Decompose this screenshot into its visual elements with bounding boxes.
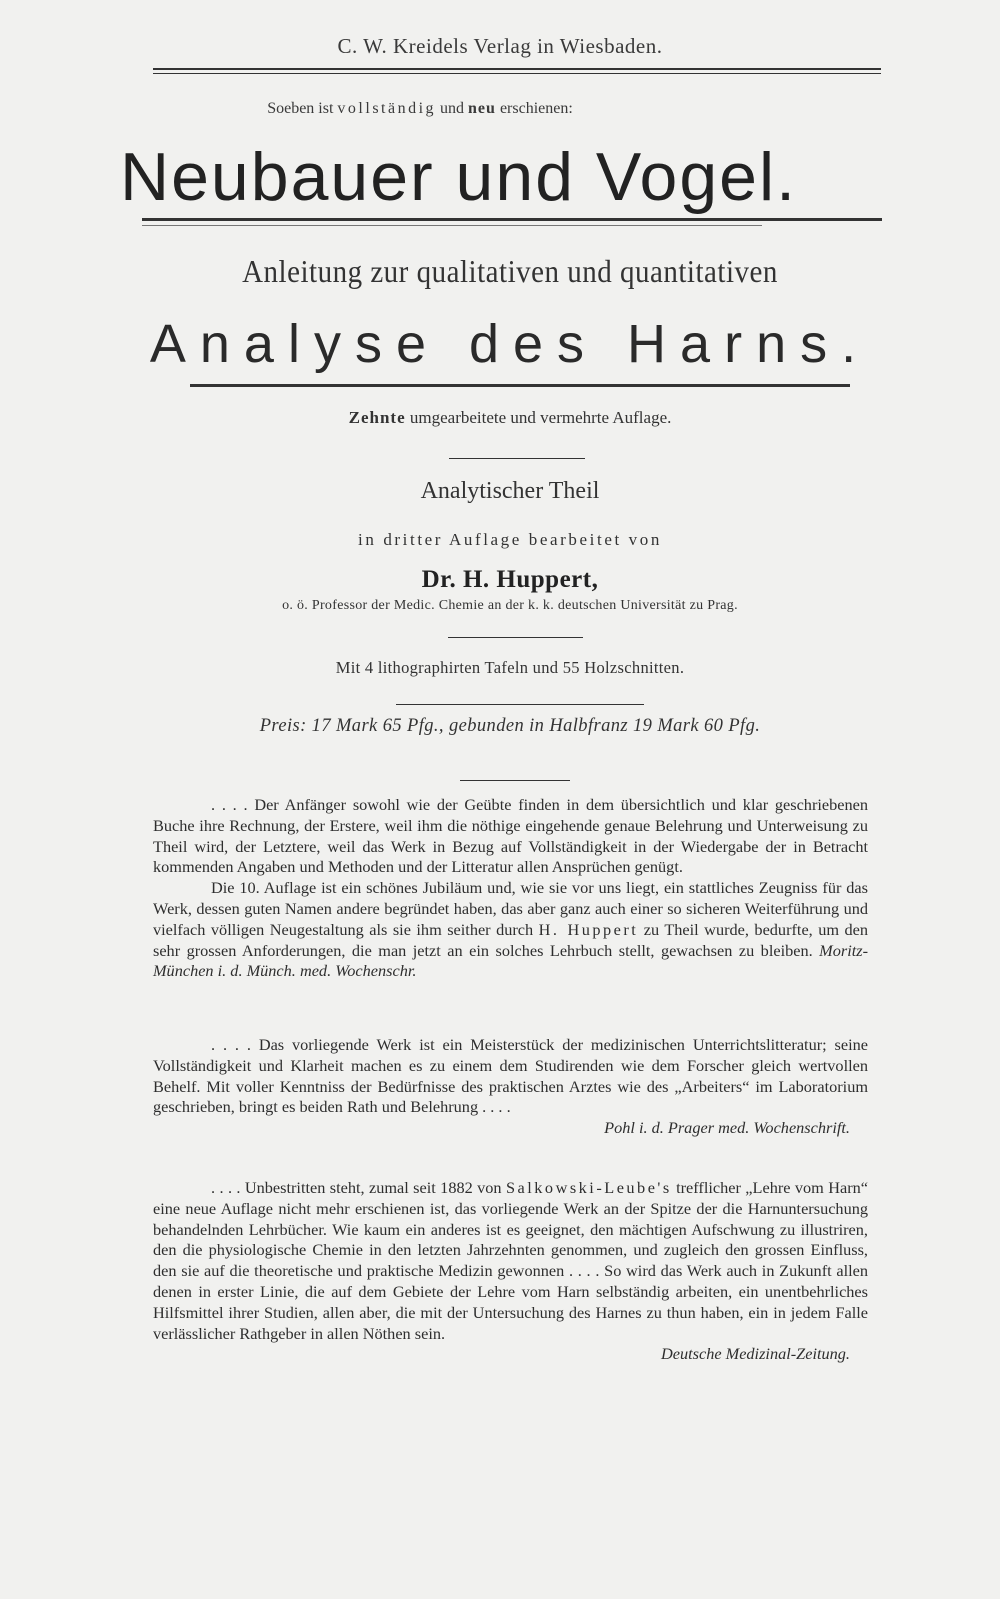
price-line: Preis: 17 Mark 65 Pfg., gebunden in Halbfranz 19 Mark 60 Pfg. [259, 716, 761, 736]
header-rule-top [153, 68, 881, 70]
review-3-text-a: . . . . Unbestritten steht, zumal seit 1882 von [211, 1178, 502, 1197]
author-name: Dr. H. Huppert, [421, 566, 599, 593]
review-3-source: Deutsche Medizinal-Zeitung. [660, 1344, 850, 1364]
review-3-author-name: Salkowski-Leube's [505, 1178, 672, 1197]
announcement-mid: und [440, 100, 465, 117]
main-title: Analyse des Harns. [149, 314, 871, 374]
author-affiliation: o. ö. Professor der Medic. Chemie an der k. k. deutschen Universität zu Prag. [282, 598, 738, 613]
review-1-paragraph-1: . . . . Der Anfänger sowohl wie der Geübte finden in dem übersichtlich und klar geschriebenen Buche ihre Rechnung, der Erstere, weil ihm die nöthige eingehende genaue Belehrung und Unterweisung zu Theil wird, der Letztere, weil das Werk in Bezug auf Vollständigkeit in der Wiedergabe der in Betracht kommenden Angaben und Methoden und der Litteratur allen Ansprüchen genügt. [153, 795, 868, 877]
announcement-line [0, 100, 840, 118]
review-1-paragraph-2 [153, 878, 868, 982]
review-2-source: Pohl i. d. Prager med. Wochenschrift. [604, 1118, 850, 1138]
announcement-suffix: erschienen: [499, 100, 573, 117]
announcement-spaced: vollständig [337, 100, 437, 117]
publisher-header: C. W. Kreidels Verlag in Wiesbaden. [337, 34, 663, 58]
review-3 [153, 1178, 868, 1365]
review-2-paragraph-1: . . . . Das vorliegende Werk ist ein Meisterstück der medizinischen Unterrichtslitteratur; seine Vollständigkeit und Klarheit machen es zu einem dem Studirenden wie dem Forscher gleich wertvollen Behelf. Mit voller Kenntniss der Bedürfnisse des praktischen Arztes wie des „Arbeiters“ im Laboratorium geschrieben, bringt es beiden Rath und Belehrung . . . . [153, 1035, 868, 1117]
illustrations-note: Mit 4 lithographirten Tafeln und 55 Holzschnitten. [335, 658, 685, 677]
book-subtitle: Anleitung zur qualitativen und quantitativen [242, 254, 778, 290]
title-rule [142, 218, 882, 221]
title-rule-thin [142, 225, 762, 226]
review-1 [153, 795, 868, 982]
plates-separator [396, 704, 644, 705]
part-title: Analytischer Theil [420, 478, 600, 504]
review-2 [153, 1035, 868, 1139]
review-3-paragraph-1 [153, 1178, 868, 1344]
author-intro: in dritter Auflage bearbeitet von [358, 530, 662, 549]
review-1-text-b: zu Theil wurde, bedurfte, um den sehr grossen Anforderungen, die man jetzt an ein solches Lehrbuch stellt, gewachsen zu bleiben. [153, 919, 869, 960]
review-3-text-b: trefflicher „Lehre vom Harn“ eine neue Auflage nicht mehr erschienen ist, das vorliegende Werk an der Spitze der die Harnuntersuchung behandelnden Lehrbücher. Wie kaum ein anderes ist es geeignet, den mächtigen Aufschwung zu illustriren, den die physiologische Chemie in den letzten Jahrzehnten genommen, und zugleich den grossen Einfluss, den sie auf die theoretische und praktische Medizin gewonnen . . . . So wird das Werk auch in Zukunft allen denen in erster Linie, die auf dem Gebiete der Lehre vom Harn selbständig arbeiten, ein unentbehrliches Hilfsmittel ihrer Studien, allen aber, die mit der Untersuchung des Harnes zu thun haben, ein in jedem Falle verlässlicher Rathgeber in allen Nöthen sein. [153, 1178, 868, 1343]
price-separator [460, 780, 570, 781]
announcement-prefix: Soeben ist [267, 100, 334, 117]
review-1-text-a: Die 10. Auflage ist ein schönes Jubiläum und, wie sie vor uns liegt, ein stattliches Zeugniss für das Werk, dessen guten Namen andere begründet haben, das aber ganz auch einer so sicheren Weiterführung und vielfach völligen Neugestaltung als sie ihm seither durch [153, 878, 868, 939]
announcement-bold: neu [468, 100, 496, 117]
affiliation-separator [448, 637, 583, 638]
book-title: Neubauer und Vogel. [120, 139, 797, 215]
edition-separator [449, 458, 585, 459]
edition-text: umgearbeitete und vermehrte Auflage. [409, 408, 672, 427]
main-title-rule [190, 384, 850, 387]
review-1-source: Moritz-München i. d. Münch. med. Wochenschr. [153, 940, 868, 981]
review-1-author-name: H. Huppert [538, 919, 639, 939]
edition-line [0, 408, 1000, 428]
edition-number: Zehnte [348, 408, 406, 427]
header-rule-bottom [153, 73, 881, 74]
